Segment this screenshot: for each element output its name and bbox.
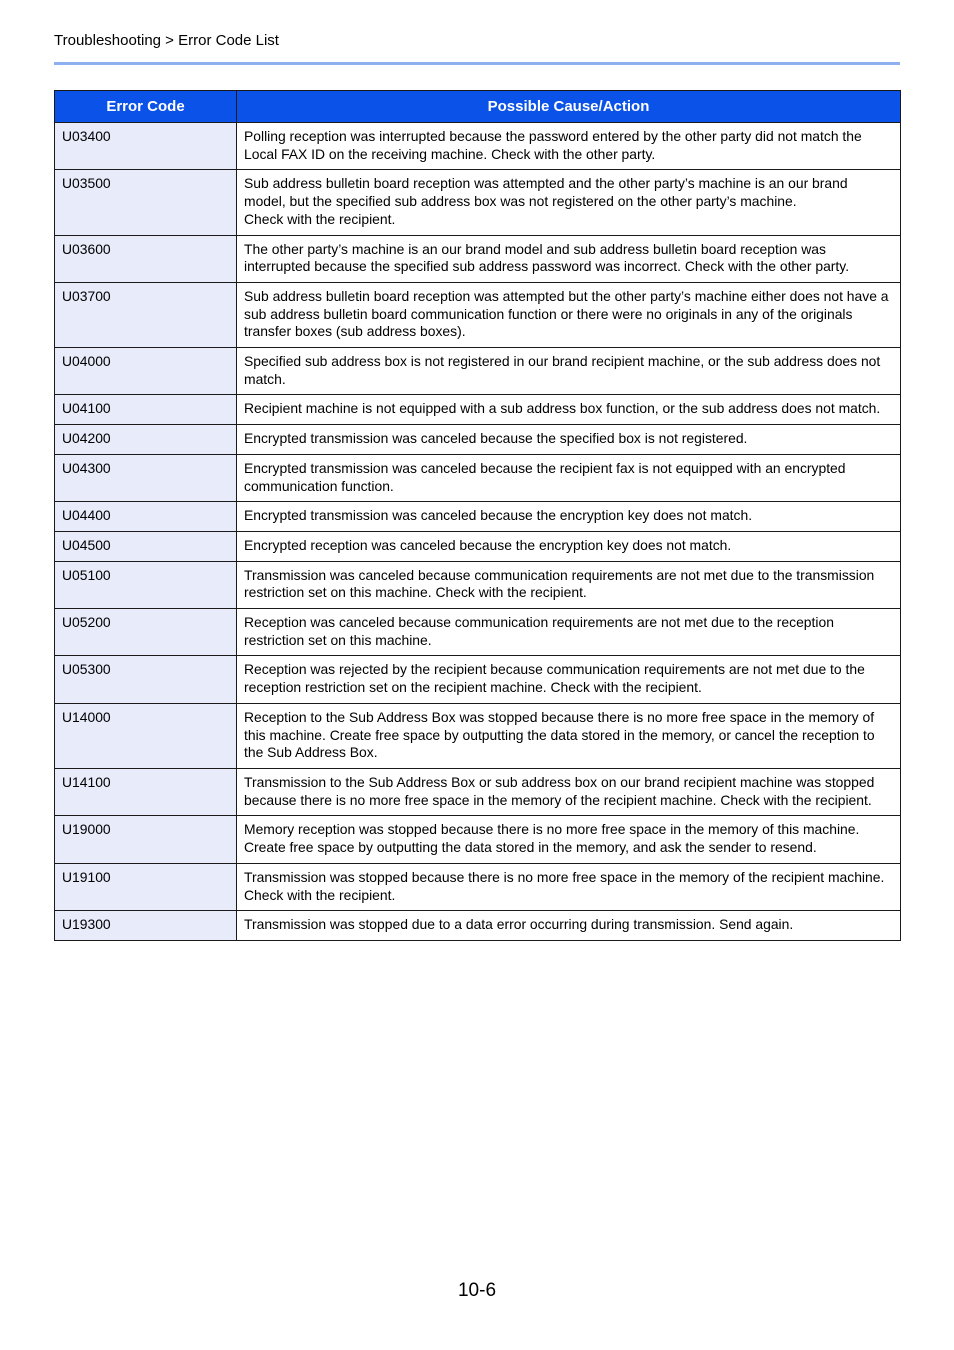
table-row	[55, 502, 901, 532]
error-code-table	[54, 90, 901, 941]
breadcrumb: Troubleshooting > Error Code List	[54, 32, 279, 49]
table-row	[55, 235, 901, 282]
cause-action-cell: Transmission to the Sub Address Box or sub address box on our brand recipient machine was stopped because there is no more free space in the memory of the recipient machine. Check with the recipient.	[237, 768, 901, 815]
table-row	[55, 348, 901, 395]
table-row	[55, 656, 901, 703]
error-code-cell: U03700	[55, 282, 237, 347]
cause-action-cell: Transmission was stopped due to a data error occurring during transmission. Send again.	[237, 911, 901, 941]
error-code-cell: U05300	[55, 656, 237, 703]
table-row	[55, 609, 901, 656]
column-header-possible-cause: Possible Cause/Action	[237, 91, 901, 123]
table-row	[55, 911, 901, 941]
error-code-cell: U04000	[55, 348, 237, 395]
cause-action-cell: Polling reception was interrupted because the password entered by the other party did not match the Local FAX ID on the receiving machine. Check with the other party.	[237, 123, 901, 170]
table-row	[55, 816, 901, 863]
table-row	[55, 703, 901, 768]
error-code-cell: U14000	[55, 703, 237, 768]
error-code-cell: U04300	[55, 454, 237, 501]
page-number: 10-6	[457, 1280, 497, 1301]
cause-action-cell: The other party’s machine is an our brand model and sub address bulletin board reception was interrupted because the specified sub address password was incorrect. Check with the other party.	[237, 235, 901, 282]
table-row	[55, 282, 901, 347]
table-row	[55, 863, 901, 910]
cause-action-cell: Specified sub address box is not registered in our brand recipient machine, or the sub address does not match.	[237, 348, 901, 395]
cause-action-cell: Encrypted transmission was canceled because the specified box is not registered.	[237, 425, 901, 455]
cause-action-cell: Reception was rejected by the recipient because communication requirements are not met due to the reception restriction set on the recipient machine. Check with the recipient.	[237, 656, 901, 703]
cause-action-cell: Reception to the Sub Address Box was stopped because there is no more free space in the memory of this machine. Create free space by outputting the data stored in the memory, or cancel the reception to the Sub Address Box.	[237, 703, 901, 768]
error-code-cell: U19000	[55, 816, 237, 863]
cause-action-cell: Encrypted transmission was canceled because the encryption key does not match.	[237, 502, 901, 532]
cause-action-cell: Encrypted reception was canceled because the encryption key does not match.	[237, 531, 901, 561]
error-code-cell: U19300	[55, 911, 237, 941]
table-header-row	[55, 91, 901, 123]
cause-action-cell: Reception was canceled because communication requirements are not met due to the reception restriction set on this machine.	[237, 609, 901, 656]
error-code-cell: U04500	[55, 531, 237, 561]
table-row	[55, 170, 901, 235]
error-code-cell: U14100	[55, 768, 237, 815]
cause-action-cell: Transmission was stopped because there is no more free space in the memory of the recipient machine. Check with the recipient.	[237, 863, 901, 910]
error-code-cell: U05100	[55, 561, 237, 608]
error-code-cell: U05200	[55, 609, 237, 656]
error-code-cell: U19100	[55, 863, 237, 910]
table-row	[55, 123, 901, 170]
error-code-cell: U04400	[55, 502, 237, 532]
cause-action-cell: Memory reception was stopped because there is no more free space in the memory of this machine. Create free space by outputting the data stored in the memory, and ask the sender to resend.	[237, 816, 901, 863]
table-row	[55, 425, 901, 455]
cause-action-cell: Encrypted transmission was canceled because the recipient fax is not equipped with an encrypted communication function.	[237, 454, 901, 501]
error-code-cell: U03400	[55, 123, 237, 170]
error-code-cell: U04100	[55, 395, 237, 425]
error-code-cell: U03500	[55, 170, 237, 235]
cause-action-cell: Sub address bulletin board reception was attempted and the other party’s machine is an our brand model, but the specified sub address box was not registered on the other party’s machine. Check with the recipient.	[237, 170, 901, 235]
header-divider	[54, 62, 900, 65]
error-code-cell: U04200	[55, 425, 237, 455]
error-code-cell: U03600	[55, 235, 237, 282]
table-row	[55, 454, 901, 501]
table-row	[55, 395, 901, 425]
cause-action-cell: Sub address bulletin board reception was attempted but the other party’s machine either does not have a sub address bulletin board communication function or there were no originals in any of the originals transfer boxes (sub address boxes).	[237, 282, 901, 347]
column-header-error-code: Error Code	[55, 91, 237, 123]
table-row	[55, 768, 901, 815]
cause-action-cell: Transmission was canceled because communication requirements are not met due to the transmission restriction set on this machine. Check with the recipient.	[237, 561, 901, 608]
table-row	[55, 531, 901, 561]
table-row	[55, 561, 901, 608]
cause-action-cell: Recipient machine is not equipped with a sub address box function, or the sub address does not match.	[237, 395, 901, 425]
